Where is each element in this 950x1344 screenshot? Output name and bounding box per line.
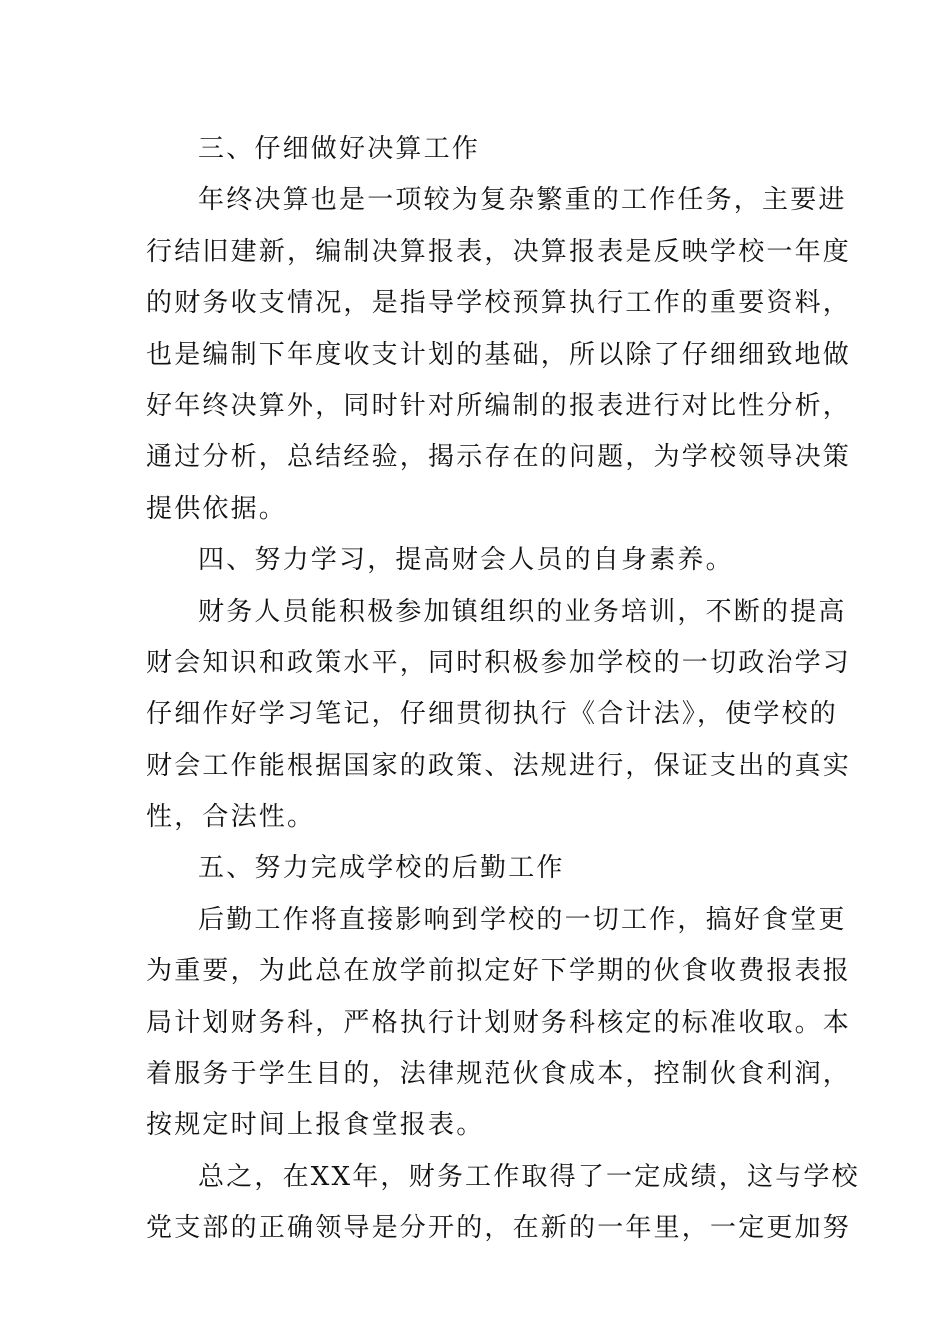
paragraph-line: 好年终决算外，同时针对所编制的报表进行对比性分析， [146, 390, 852, 421]
summary-paragraph-line: 总之，在XX年，财务工作取得了一定成绩，这与学校 [198, 1161, 860, 1192]
paragraph-line: 仔细作好学习笔记，仔细贯彻执行《合计法》，使学校的 [146, 699, 839, 730]
paragraph-line: 通过分析，总结经验，揭示存在的问题，为学校领导决策 [146, 442, 852, 473]
paragraph-line: 行结旧建新，编制决算报表，决算报表是反映学校一年度 [146, 236, 852, 267]
section-heading-4: 四、努力学习，提高财会人员的自身素养。 [198, 545, 734, 576]
paragraph-line: 年终决算也是一项较为复杂繁重的工作任务，主要进 [198, 185, 847, 216]
summary-paragraph-line: 党支部的正确领导是分开的，在新的一年里，一定更加努 [146, 1213, 852, 1244]
paragraph-line: 财务人员能积极参加镇组织的业务培训，不断的提高 [198, 596, 847, 627]
paragraph-line: 按规定时间上报食堂报表。 [146, 1110, 485, 1141]
paragraph-line: 提供依据。 [146, 493, 288, 524]
section-heading-3: 三、仔细做好决算工作 [198, 134, 481, 164]
paragraph-line: 的财务收支情况，是指导学校预算执行工作的重要资料， [146, 288, 852, 319]
document-body [146, 124, 860, 1255]
paragraph-line: 财会知识和政策水平，同时积极参加学校的一切政治学习 [146, 647, 852, 678]
paragraph-line: 局计划财务科，严格执行计划财务科核定的标准收取。本 [146, 1007, 852, 1038]
paragraph-line: 财会工作能根据国家的政策、法规进行，保证支出的真实 [146, 750, 852, 781]
paragraph-line: 为重要，为此总在放学前拟定好下学期的伙食收费报表报 [146, 956, 852, 987]
paragraph-line: 后勤工作将直接影响到学校的一切工作，搞好食堂更 [198, 904, 847, 935]
paragraph-line: 也是编制下年度收支计划的基础，所以除了仔细细致地做 [146, 339, 852, 370]
section-heading-5: 五、努力完成学校的后勤工作 [198, 853, 565, 884]
paragraph-line: 性，合法性。 [146, 802, 316, 833]
paragraph-line: 着服务于学生目的，法律规范伙食成本，控制伙食利润， [146, 1059, 852, 1090]
